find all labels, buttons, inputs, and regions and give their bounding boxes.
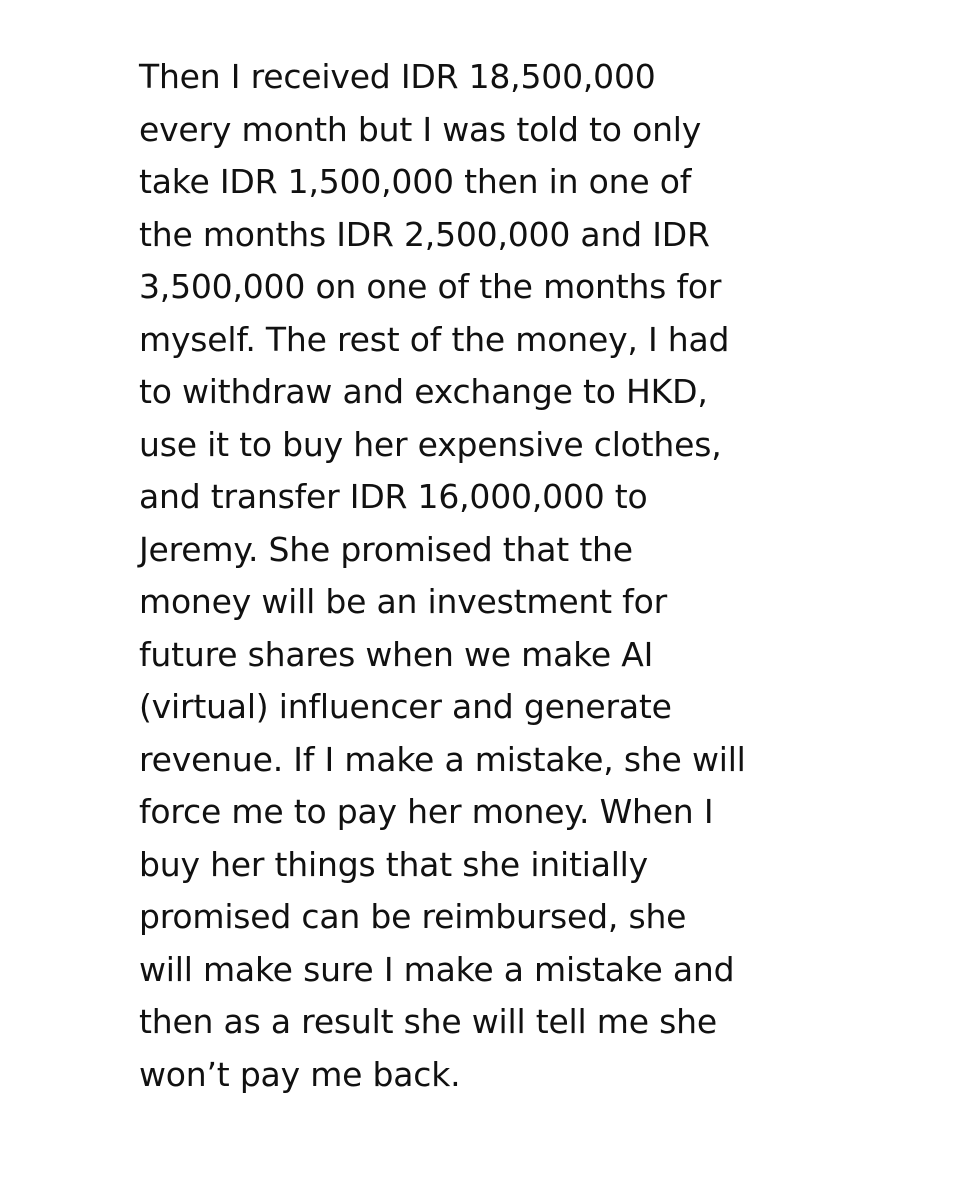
paragraph-line: Jeremy. She promised that the: [139, 529, 633, 569]
paragraph-line: 3,500,000 on one of the months for: [139, 267, 722, 306]
paragraph-line: (virtual) influencer and generate: [139, 687, 672, 726]
paragraph-line: myself. The rest of the money, I had: [139, 319, 730, 359]
paragraph-line: to withdraw and exchange to HKD,: [139, 372, 708, 411]
body-paragraph: [139, 51, 859, 1101]
paragraph-line: Then I received IDR 18,500,000: [139, 57, 656, 96]
paragraph-line: and transfer IDR 16,000,000 to: [139, 477, 648, 516]
paragraph-line: force me to pay her money. When I: [139, 792, 714, 831]
paragraph-line: then as a result she will tell me she: [139, 1002, 717, 1041]
paragraph-line: revenue. If I make a mistake, she will: [139, 739, 746, 779]
paragraph-line: every month but I was told to only: [139, 109, 702, 149]
paragraph-line: future shares when we make AI: [139, 634, 654, 674]
paragraph-line: the months IDR 2,500,000 and IDR: [139, 214, 710, 254]
paragraph-line: won’t pay me back.: [139, 1054, 461, 1094]
paragraph-line: will make sure I make a mistake and: [139, 949, 735, 989]
paragraph-line: use it to buy her expensive clothes,: [139, 424, 722, 464]
paragraph-line: promised can be reimbursed, she: [139, 897, 687, 936]
paragraph-line: buy her things that she initially: [139, 844, 648, 884]
paragraph-line: take IDR 1,500,000 then in one of: [139, 162, 692, 201]
paragraph-line: money will be an investment for: [139, 582, 667, 621]
